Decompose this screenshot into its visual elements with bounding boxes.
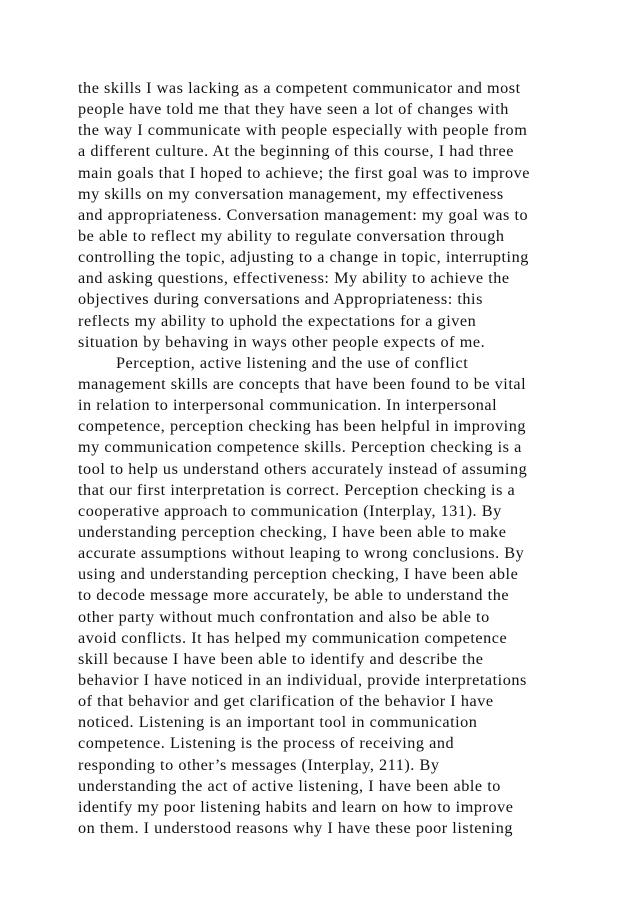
text-line: using and understanding perception checking, I have been able — [78, 565, 519, 584]
text-line: of that behavior and get clarification of the behavior I have — [78, 692, 494, 711]
text-line: tool to help us understand others accurately instead of assuming — [78, 459, 528, 478]
text-line: and appropriateness. Conversation management: my goal was to — [78, 205, 529, 224]
text-line: controlling the topic, adjusting to a change in topic, interrupting — [78, 248, 529, 267]
text-line: and asking questions, effectiveness: My ability to achieve the — [78, 269, 510, 288]
text-line: noticed. Listening is an important tool in communication — [78, 713, 478, 732]
text-line: accurate assumptions without leaping to wrong conclusions. By — [78, 544, 525, 563]
text-line: competence. Listening is the process of receiving and — [78, 734, 455, 753]
text-line: understanding the act of active listening, I have been able to — [78, 776, 501, 795]
text-line: Perception, active listening and the use of conflict — [116, 353, 469, 372]
text-line: behavior I have noticed in an individual, provide interpretations — [78, 670, 527, 689]
text-line: competence, perception checking has been helpful in improving — [78, 417, 526, 436]
text-line: objectives during conversations and Appropriateness: this — [78, 290, 483, 309]
text-line: understanding perception checking, I have been able to make — [78, 522, 507, 541]
text-line: main goals that I hoped to achieve; the first goal was to improve — [78, 163, 531, 182]
text-line: skill because I have been able to identify and describe the — [78, 649, 484, 668]
text-line: cooperative approach to communication (Interplay, 131). By — [78, 501, 502, 520]
text-line: be able to reflect my ability to regulate conversation through — [78, 226, 505, 245]
text-line: my communication competence skills. Perception checking is a — [78, 438, 522, 457]
text-line: other party without much confrontation and also be able to — [78, 607, 490, 626]
text-line: people have told me that they have seen a lot of changes with — [78, 100, 509, 119]
text-line: identify my poor listening habits and learn on how to improve — [78, 797, 514, 816]
text-line: the skills I was lacking as a competent communicator and most — [78, 79, 521, 97]
paragraph — [78, 353, 638, 839]
text-line: a different culture. At the beginning of this course, I had three — [78, 142, 514, 161]
text-line: my skills on my conversation management, my effectiveness — [78, 184, 504, 203]
text-line: to decode message more accurately, be able to understand the — [78, 586, 510, 605]
document-body — [78, 78, 638, 839]
text-line: on them. I understood reasons why I have these poor listening — [78, 818, 514, 837]
paragraph — [78, 78, 638, 353]
text-line: management skills are concepts that have been found to be vital — [78, 374, 527, 393]
text-line: in relation to interpersonal communication. In interpersonal — [78, 396, 498, 415]
text-line: reflects my ability to uphold the expectations for a given — [78, 311, 477, 330]
text-line: the way I communicate with people especially with people from — [78, 121, 528, 140]
text-line: that our first interpretation is correct. Perception checking is a — [78, 480, 516, 499]
text-line: responding to other’s messages (Interplay, 211). By — [78, 755, 440, 774]
text-line: avoid conflicts. It has helped my communication competence — [78, 628, 508, 647]
text-line: situation by behaving in ways other people expects of me. — [78, 332, 486, 351]
